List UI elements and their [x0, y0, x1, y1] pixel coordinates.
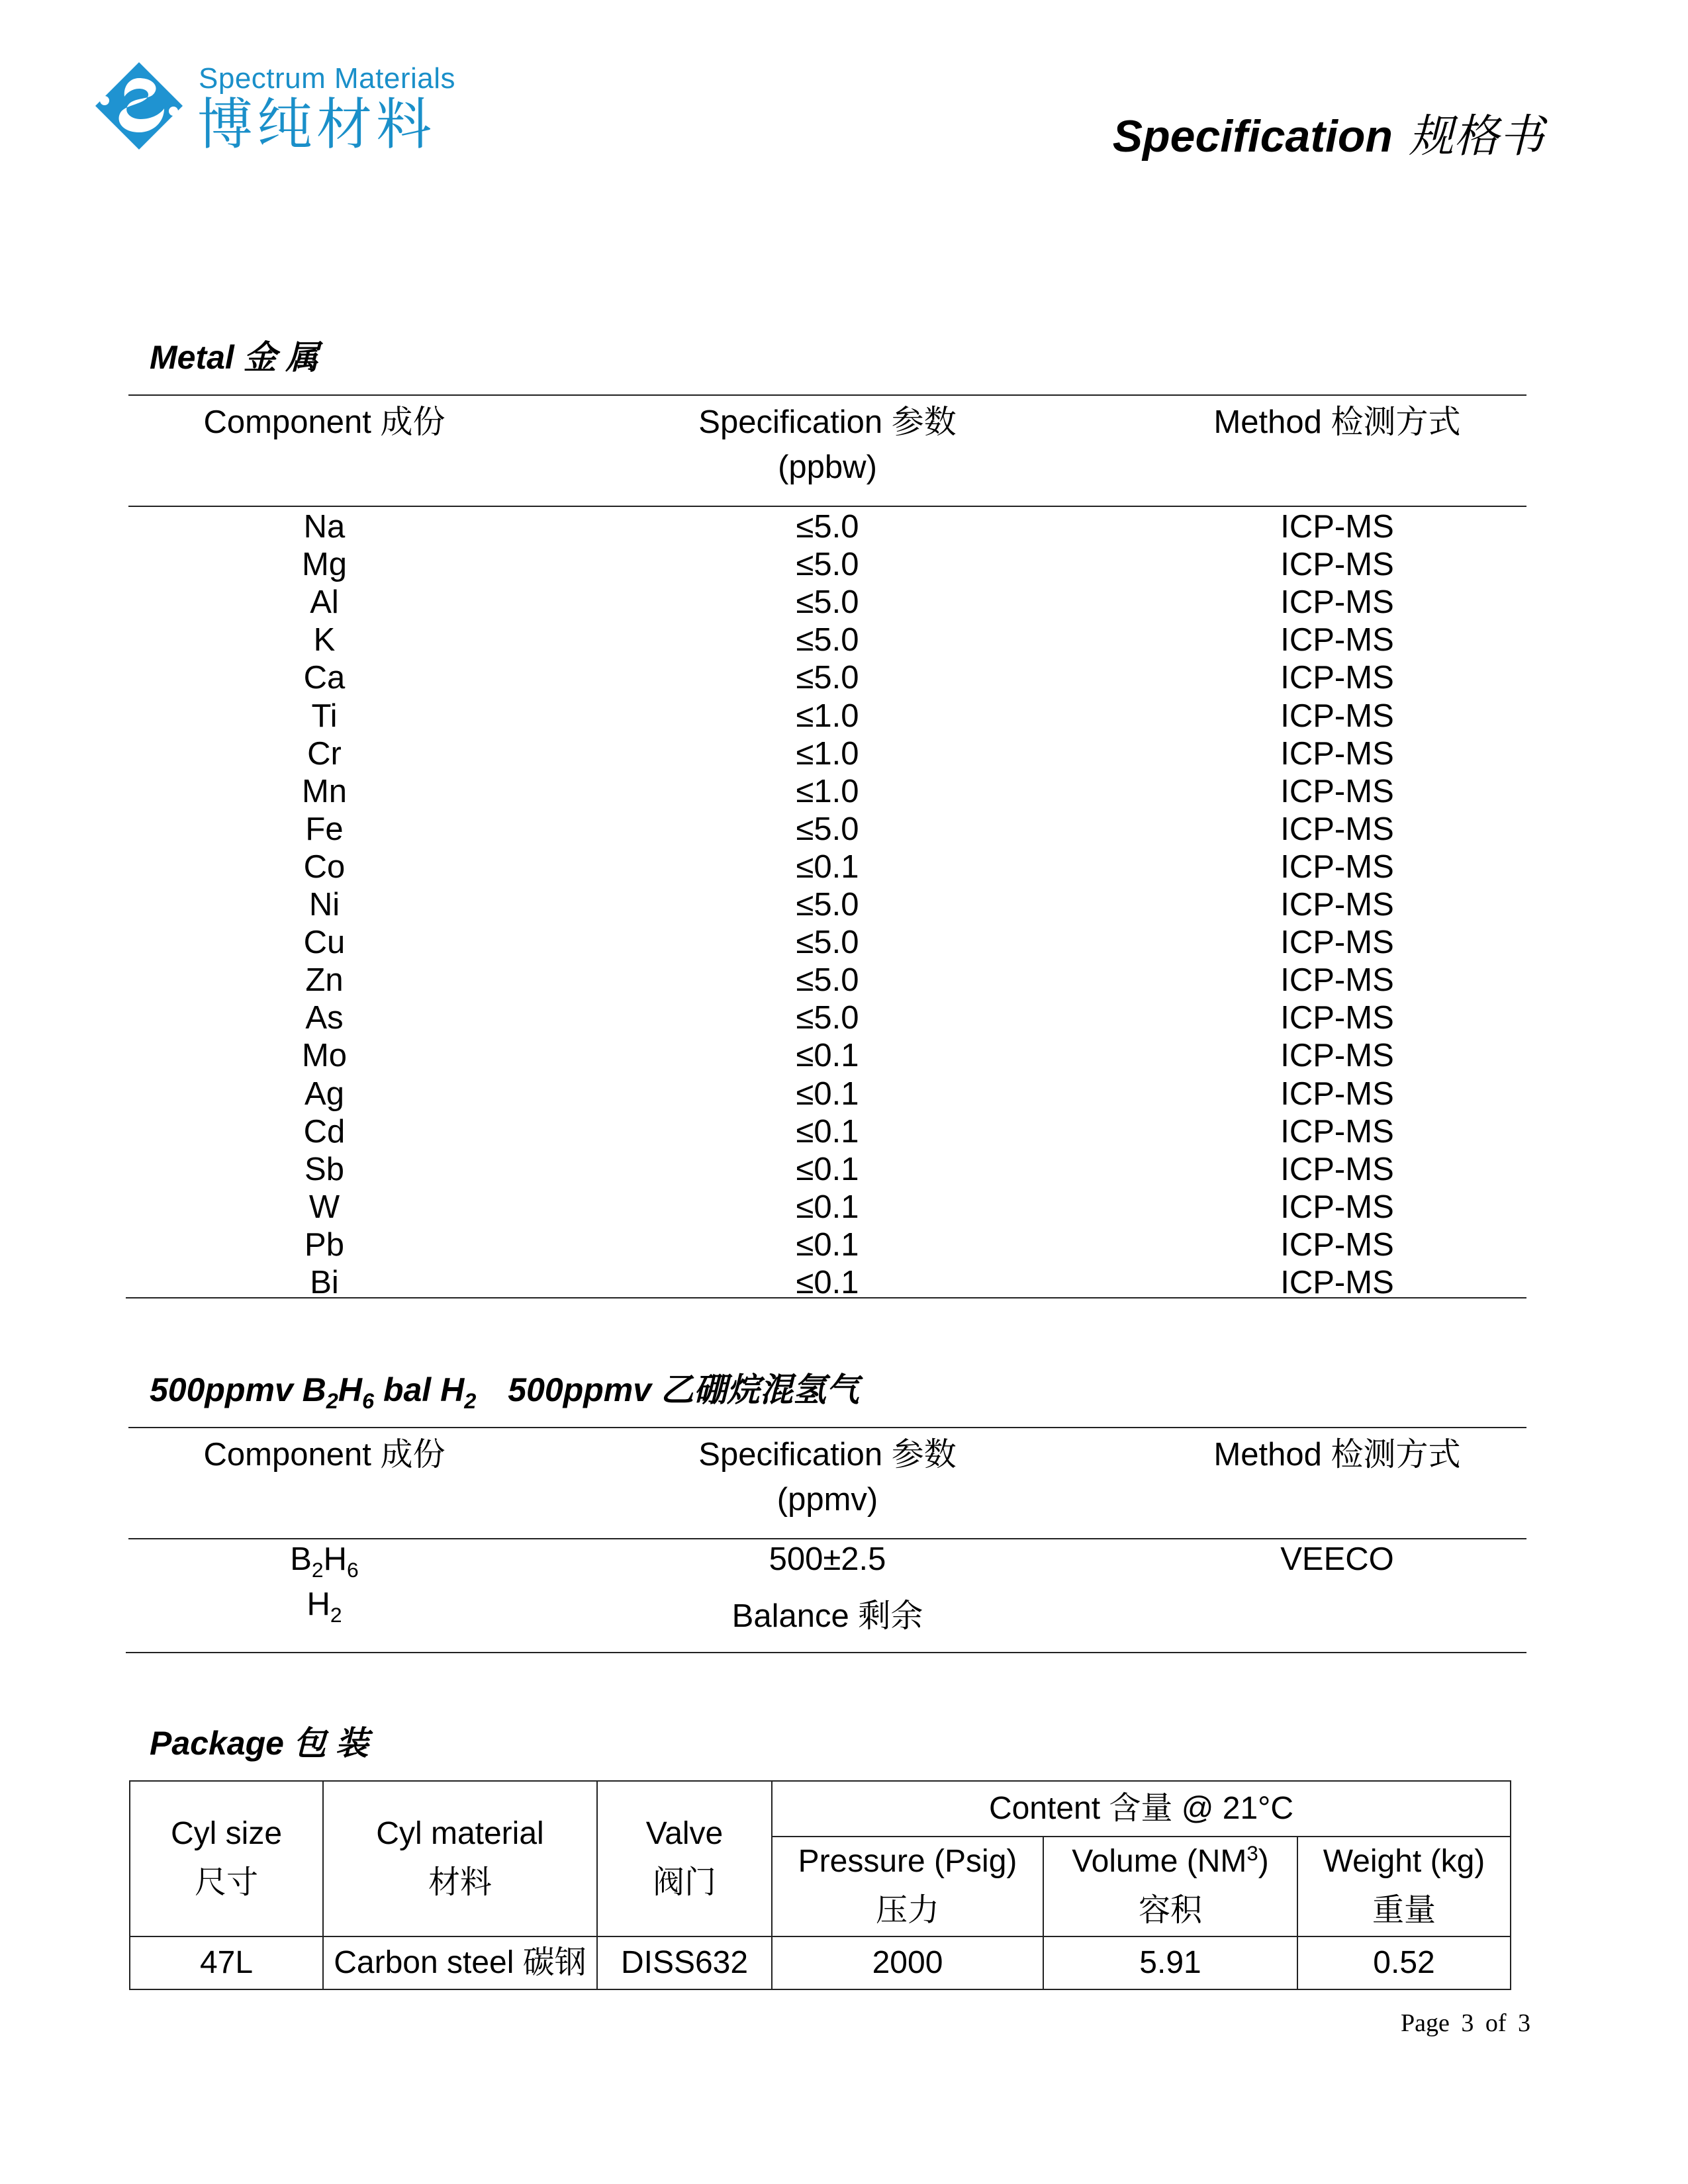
- metal-spec: ≤0.1: [796, 1038, 859, 1074]
- metal-component: Al: [310, 584, 339, 621]
- pkg-col-volume: [1043, 1837, 1297, 1936]
- table-row: [0, 963, 1688, 1001]
- metal-method: ICP-MS: [1280, 622, 1394, 659]
- mixture-row2-spec: Balance 剩余: [731, 1598, 923, 1634]
- pkg-col-pressure-cn: 压力: [875, 1893, 939, 1929]
- metal-method: ICP-MS: [1280, 1151, 1394, 1187]
- metal-component: K: [313, 622, 336, 659]
- formula-part: B: [290, 1541, 312, 1577]
- logo-text-cn: 博纯材料: [197, 93, 436, 156]
- metal-method: ICP-MS: [1280, 887, 1394, 923]
- document-title-cn: 规格书: [1408, 111, 1544, 161]
- table-row: [0, 925, 1688, 963]
- metal-spec: ≤1.0: [796, 735, 859, 772]
- metal-method: ICP-MS: [1280, 773, 1394, 809]
- mixture-col-spec: Specification 参数: [698, 1437, 957, 1473]
- pkg-col-weight-cn: 重量: [1372, 1893, 1436, 1929]
- table-row: [0, 1115, 1688, 1152]
- document-title: [1113, 101, 1544, 165]
- pkg-col-volume-en: [1051, 1837, 1290, 1886]
- mixture-table-top-rule: [128, 1427, 1526, 1428]
- metal-spec: ≤5.0: [796, 887, 859, 923]
- metal-component: Cr: [307, 735, 342, 772]
- metal-method: ICP-MS: [1280, 1189, 1394, 1225]
- table-row: [0, 699, 1688, 737]
- pkg-col-valve-en: Valve: [645, 1816, 724, 1851]
- metal-method: ICP-MS: [1280, 962, 1394, 999]
- pkg-col-content: Content 含量 @ 21°C: [772, 1781, 1511, 1837]
- mixture-col-spec-unit: (ppmv): [776, 1482, 878, 1518]
- volume-sup: 3: [1246, 1842, 1258, 1865]
- pkg-data-row: [130, 1936, 1511, 1989]
- pkg-weight: 0.52: [1297, 1936, 1511, 1989]
- metal-spec: ≤5.0: [796, 584, 859, 621]
- metal-spec: ≤5.0: [796, 622, 859, 659]
- metal-spec: ≤0.1: [796, 1189, 859, 1225]
- table-row: [0, 623, 1688, 660]
- volume-label-end: ): [1258, 1844, 1269, 1879]
- table-row: [0, 812, 1688, 850]
- table-row: [0, 887, 1688, 925]
- package-table: [129, 1780, 1511, 1990]
- metal-table-bottom-rule: [126, 1297, 1526, 1298]
- mixture-col-component: Component 成份: [203, 1437, 445, 1473]
- metal-method: ICP-MS: [1280, 925, 1394, 961]
- metal-method: ICP-MS: [1280, 1000, 1394, 1036]
- mixture-row1-spec: 500±2.5: [769, 1541, 886, 1577]
- table-row: [0, 1228, 1688, 1265]
- metal-spec: ≤0.1: [796, 1226, 859, 1263]
- document-title-en: Specification: [1112, 111, 1393, 161]
- formula-sub: 6: [347, 1557, 359, 1582]
- metal-method: ICP-MS: [1280, 735, 1394, 772]
- metal-method: ICP-MS: [1280, 1226, 1394, 1263]
- mixture-heading-sub: 2: [326, 1389, 338, 1413]
- metal-table-header-rule: [128, 506, 1526, 507]
- metal-method: ICP-MS: [1280, 698, 1394, 734]
- mixture-heading-cn: 500ppmv 乙硼烷混氢气: [508, 1371, 859, 1408]
- metal-spec: ≤1.0: [796, 698, 859, 734]
- table-row: [0, 1001, 1688, 1038]
- table-row: [0, 850, 1688, 887]
- mixture-row1-component: [132, 1542, 516, 1582]
- table-row: [0, 737, 1688, 774]
- pkg-col-valve: [597, 1781, 772, 1936]
- pkg-col-weight-en: Weight (kg): [1323, 1844, 1485, 1879]
- metal-component: Mn: [301, 773, 348, 809]
- metal-spec: ≤0.1: [796, 1075, 859, 1112]
- metal-col-spec-unit: (ppbw): [778, 449, 877, 485]
- mixture-heading-sub: 6: [361, 1389, 375, 1413]
- metal-spec: ≤5.0: [796, 660, 859, 696]
- metal-spec: ≤5.0: [796, 547, 859, 583]
- metal-method: ICP-MS: [1280, 811, 1394, 847]
- metal-spec: ≤5.0: [796, 925, 859, 961]
- table-row: [0, 1190, 1688, 1228]
- pkg-cyl-size: 47L: [130, 1936, 323, 1989]
- mixture-heading: [150, 1363, 859, 1414]
- formula-part: H: [323, 1541, 348, 1577]
- metal-component: Co: [303, 848, 346, 885]
- mixture-heading-part: 500ppmv B: [150, 1371, 326, 1408]
- metal-method: ICP-MS: [1280, 1265, 1394, 1300]
- volume-label: Volume (NM: [1072, 1844, 1247, 1879]
- table-row: [0, 547, 1688, 585]
- pkg-cyl-material: Carbon steel 碳钢: [323, 1936, 597, 1989]
- metal-col-method: Method 检测方式: [1213, 404, 1461, 440]
- metal-component: Zn: [305, 962, 344, 999]
- formula-part: H: [306, 1586, 330, 1622]
- pkg-col-cyl-material: [323, 1781, 597, 1936]
- metal-col-component: Component 成份: [203, 404, 445, 440]
- formula-sub: 2: [311, 1557, 324, 1582]
- metal-component: Mo: [301, 1038, 348, 1074]
- pkg-col-cyl-material-en: Cyl material: [376, 1816, 544, 1851]
- metal-method: ICP-MS: [1280, 848, 1394, 885]
- pkg-pressure: 2000: [772, 1936, 1043, 1989]
- metal-spec: ≤1.0: [796, 773, 859, 809]
- metal-component: Ti: [311, 698, 338, 734]
- table-row: [0, 1152, 1688, 1190]
- mixture-heading-part: H: [338, 1371, 362, 1408]
- pkg-col-pressure-en: Pressure (Psig): [798, 1844, 1017, 1879]
- metal-component: W: [308, 1189, 340, 1225]
- metal-table-top-rule: [128, 394, 1526, 396]
- mixture-table-bottom-rule: [126, 1652, 1526, 1653]
- metal-component: Cu: [303, 925, 346, 961]
- metal-method: ICP-MS: [1280, 1113, 1394, 1150]
- formula-sub: 2: [330, 1602, 342, 1627]
- metal-component: Na: [303, 509, 346, 545]
- metal-spec: ≤0.1: [796, 848, 859, 885]
- mixture-col-method: Method 检测方式: [1213, 1437, 1461, 1473]
- page-number: Page 3 of 3: [1400, 2009, 1530, 2037]
- pkg-valve: DISS632: [597, 1936, 772, 1989]
- logo-text-en: Spectrum Materials: [199, 62, 456, 95]
- metal-method: ICP-MS: [1280, 1038, 1394, 1074]
- pkg-col-valve-cn: 阀门: [652, 1865, 716, 1901]
- metal-component: Cd: [303, 1113, 346, 1150]
- table-row: [0, 510, 1688, 547]
- metal-method: ICP-MS: [1280, 1075, 1394, 1112]
- pkg-col-weight: [1297, 1837, 1511, 1936]
- pkg-col-volume-cn: 容积: [1138, 1893, 1202, 1929]
- metal-spec: ≤5.0: [796, 509, 859, 545]
- pkg-col-cyl-size: [130, 1781, 323, 1936]
- company-logo: [86, 58, 456, 171]
- metal-component: Fe: [305, 811, 344, 847]
- pkg-col-cyl-material-cn: 材料: [428, 1865, 492, 1901]
- pkg-volume: 5.91: [1043, 1936, 1297, 1989]
- metal-spec: ≤0.1: [796, 1265, 859, 1300]
- metal-method: ICP-MS: [1280, 584, 1394, 621]
- metal-component: Mg: [301, 547, 348, 583]
- metal-component: Ca: [303, 660, 346, 696]
- metal-component: Ag: [305, 1075, 344, 1112]
- metal-method: ICP-MS: [1280, 660, 1394, 696]
- mixture-table-header-rule: [128, 1538, 1526, 1539]
- mixture-heading-part: bal H: [374, 1371, 465, 1408]
- package-heading: Package 包 装: [150, 1725, 369, 1762]
- metal-component: As: [305, 1000, 344, 1036]
- table-row: [0, 774, 1688, 812]
- metal-method: ICP-MS: [1280, 509, 1394, 545]
- metal-spec: ≤0.1: [796, 1151, 859, 1187]
- mixture-row2-component: [132, 1587, 516, 1627]
- pkg-col-cyl-size-cn: 尺寸: [194, 1865, 258, 1901]
- metal-component: Bi: [310, 1265, 339, 1300]
- metal-component: Ni: [308, 887, 340, 923]
- metal-col-spec: Specification 参数: [698, 404, 957, 440]
- metal-spec: ≤5.0: [796, 962, 859, 999]
- mixture-row1-method: VEECO: [1280, 1541, 1394, 1577]
- metal-spec: ≤5.0: [796, 1000, 859, 1036]
- metal-spec: ≤5.0: [796, 811, 859, 847]
- metal-method: ICP-MS: [1280, 547, 1394, 583]
- metal-component: Pb: [305, 1226, 344, 1263]
- mixture-heading-sub: 2: [464, 1389, 477, 1413]
- metal-heading: Metal 金 属: [150, 339, 319, 376]
- metal-spec: ≤0.1: [796, 1113, 859, 1150]
- metal-component: Sb: [305, 1151, 344, 1187]
- table-row: [0, 660, 1688, 698]
- table-row: [0, 1077, 1688, 1115]
- pkg-col-cyl-size-en: Cyl size: [170, 1816, 283, 1851]
- table-row: [0, 1038, 1688, 1076]
- table-row: [0, 585, 1688, 623]
- spectrum-logo-icon: [86, 58, 192, 164]
- pkg-col-pressure: [772, 1837, 1043, 1936]
